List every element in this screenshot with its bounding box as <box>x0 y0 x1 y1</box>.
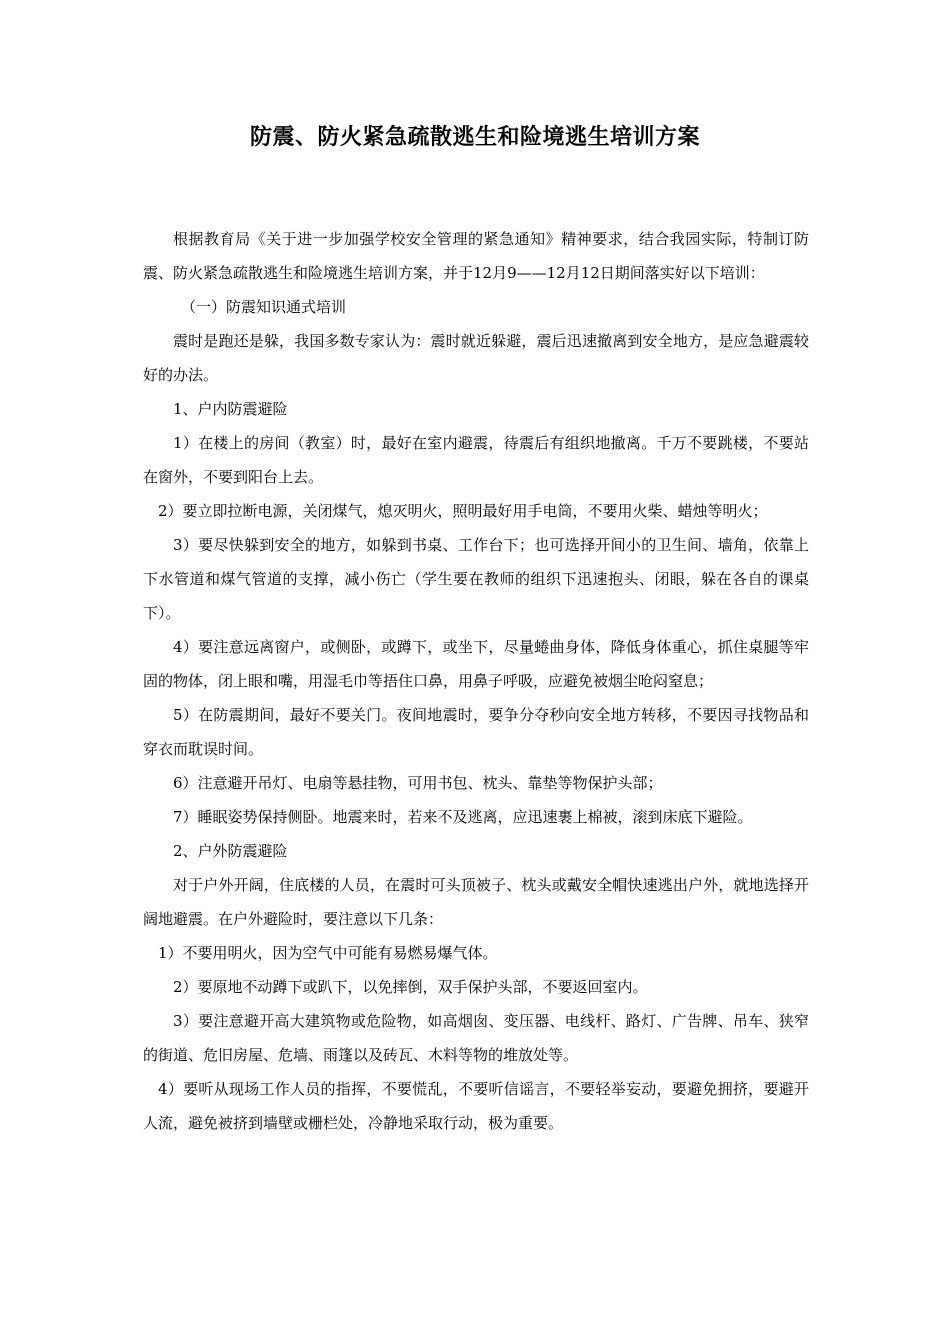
document-body <box>143 222 809 1140</box>
list-item: 1）在楼上的房间（教室）时，最好在室内避震，待震后有组织地撤离。千万不要跳楼，不要站在窗外，不要到阳台上去。 <box>143 434 809 486</box>
list-item: 5）在防震期间，最好不要关门。夜间地震时，要争分夺秒向安全地方转移，不要因寻找物品和穿衣而耽误时间。 <box>143 706 809 758</box>
document-title: 防震、防火紧急疏散逃生和险境逃生培训方案 <box>249 124 700 150</box>
list-item: 1）不要用明火，因为空气中可能有易燃易爆气体。 <box>158 944 498 962</box>
list-item: 6）注意避开吊灯、电扇等悬挂物，可用书包、枕头、靠垫等物保护头部； <box>173 774 663 792</box>
list-item: 2）要立即拉断电源，关闭煤气，熄灭明火，照明最好用手电筒，不要用火柴、蜡烛等明火； <box>158 502 768 520</box>
list-item: 7）睡眠姿势保持侧卧。地震来时，若来不及逃离，应迅速裹上棉被，滚到床底下避险。 <box>173 808 753 826</box>
section-heading-earthquake: （一）防震知识通式培训 <box>181 298 347 316</box>
list-item: 3）要注意避开高大建筑物或危险物，如高烟囱、变压器、电线杆、路灯、广告牌、吊车、狭窄的街道、危旧房屋、危墙、雨篷以及砖瓦、木料等物的堆放处等。 <box>143 1012 809 1064</box>
paragraph: 震时是跑还是躲，我国多数专家认为：震时就近躲避，震后迅速撤离到安全地方，是应急避震较好的办法。 <box>143 332 809 384</box>
list-item: 4）要注意远离窗户，或侧卧，或蹲下，或坐下，尽量蜷曲身体，降低身体重心，抓住桌腿等牢固的物体，闭上眼和嘴，用湿毛巾等捂住口鼻，用鼻子呼吸，应避免被烟尘呛闷窒息； <box>143 638 809 690</box>
subheading-indoor: 1、户内防震避险 <box>173 400 288 418</box>
subheading-outdoor: 2、户外防震避险 <box>173 842 288 860</box>
paragraph: 对于户外开阔，住底楼的人员，在震时可头顶被子、枕头或戴安全帽快速逃出户外，就地选择开阔地避震。在户外避险时，要注意以下几条： <box>143 876 809 928</box>
list-item: 3）要尽快躲到安全的地方，如躲到书桌、工作台下；也可选择开间小的卫生间、墙角，依靠上下水管道和煤气管道的支撑，减小伤亡（学生要在教师的组织下迅速抱头、闭眼，躲在各自的课桌下）。 <box>143 536 809 622</box>
list-item: 2）要原地不动蹲下或趴下，以免摔倒，双手保护头部，不要返回室内。 <box>173 978 648 996</box>
list-item: 4）要听从现场工作人员的指挥，不要慌乱，不要听信谣言，不要轻举妄动，要避免拥挤，要避开人流，避免被挤到墙壁或栅栏处，冷静地采取行动，极为重要。 <box>143 1080 809 1132</box>
intro-paragraph: 根据教育局《关于进一步加强学校安全管理的紧急通知》精神要求，结合我园实际，特制订防震、防火紧急疏散逃生和险境逃生培训方案，并于12月9——12月12日期间落实好以下培训： <box>143 230 809 282</box>
